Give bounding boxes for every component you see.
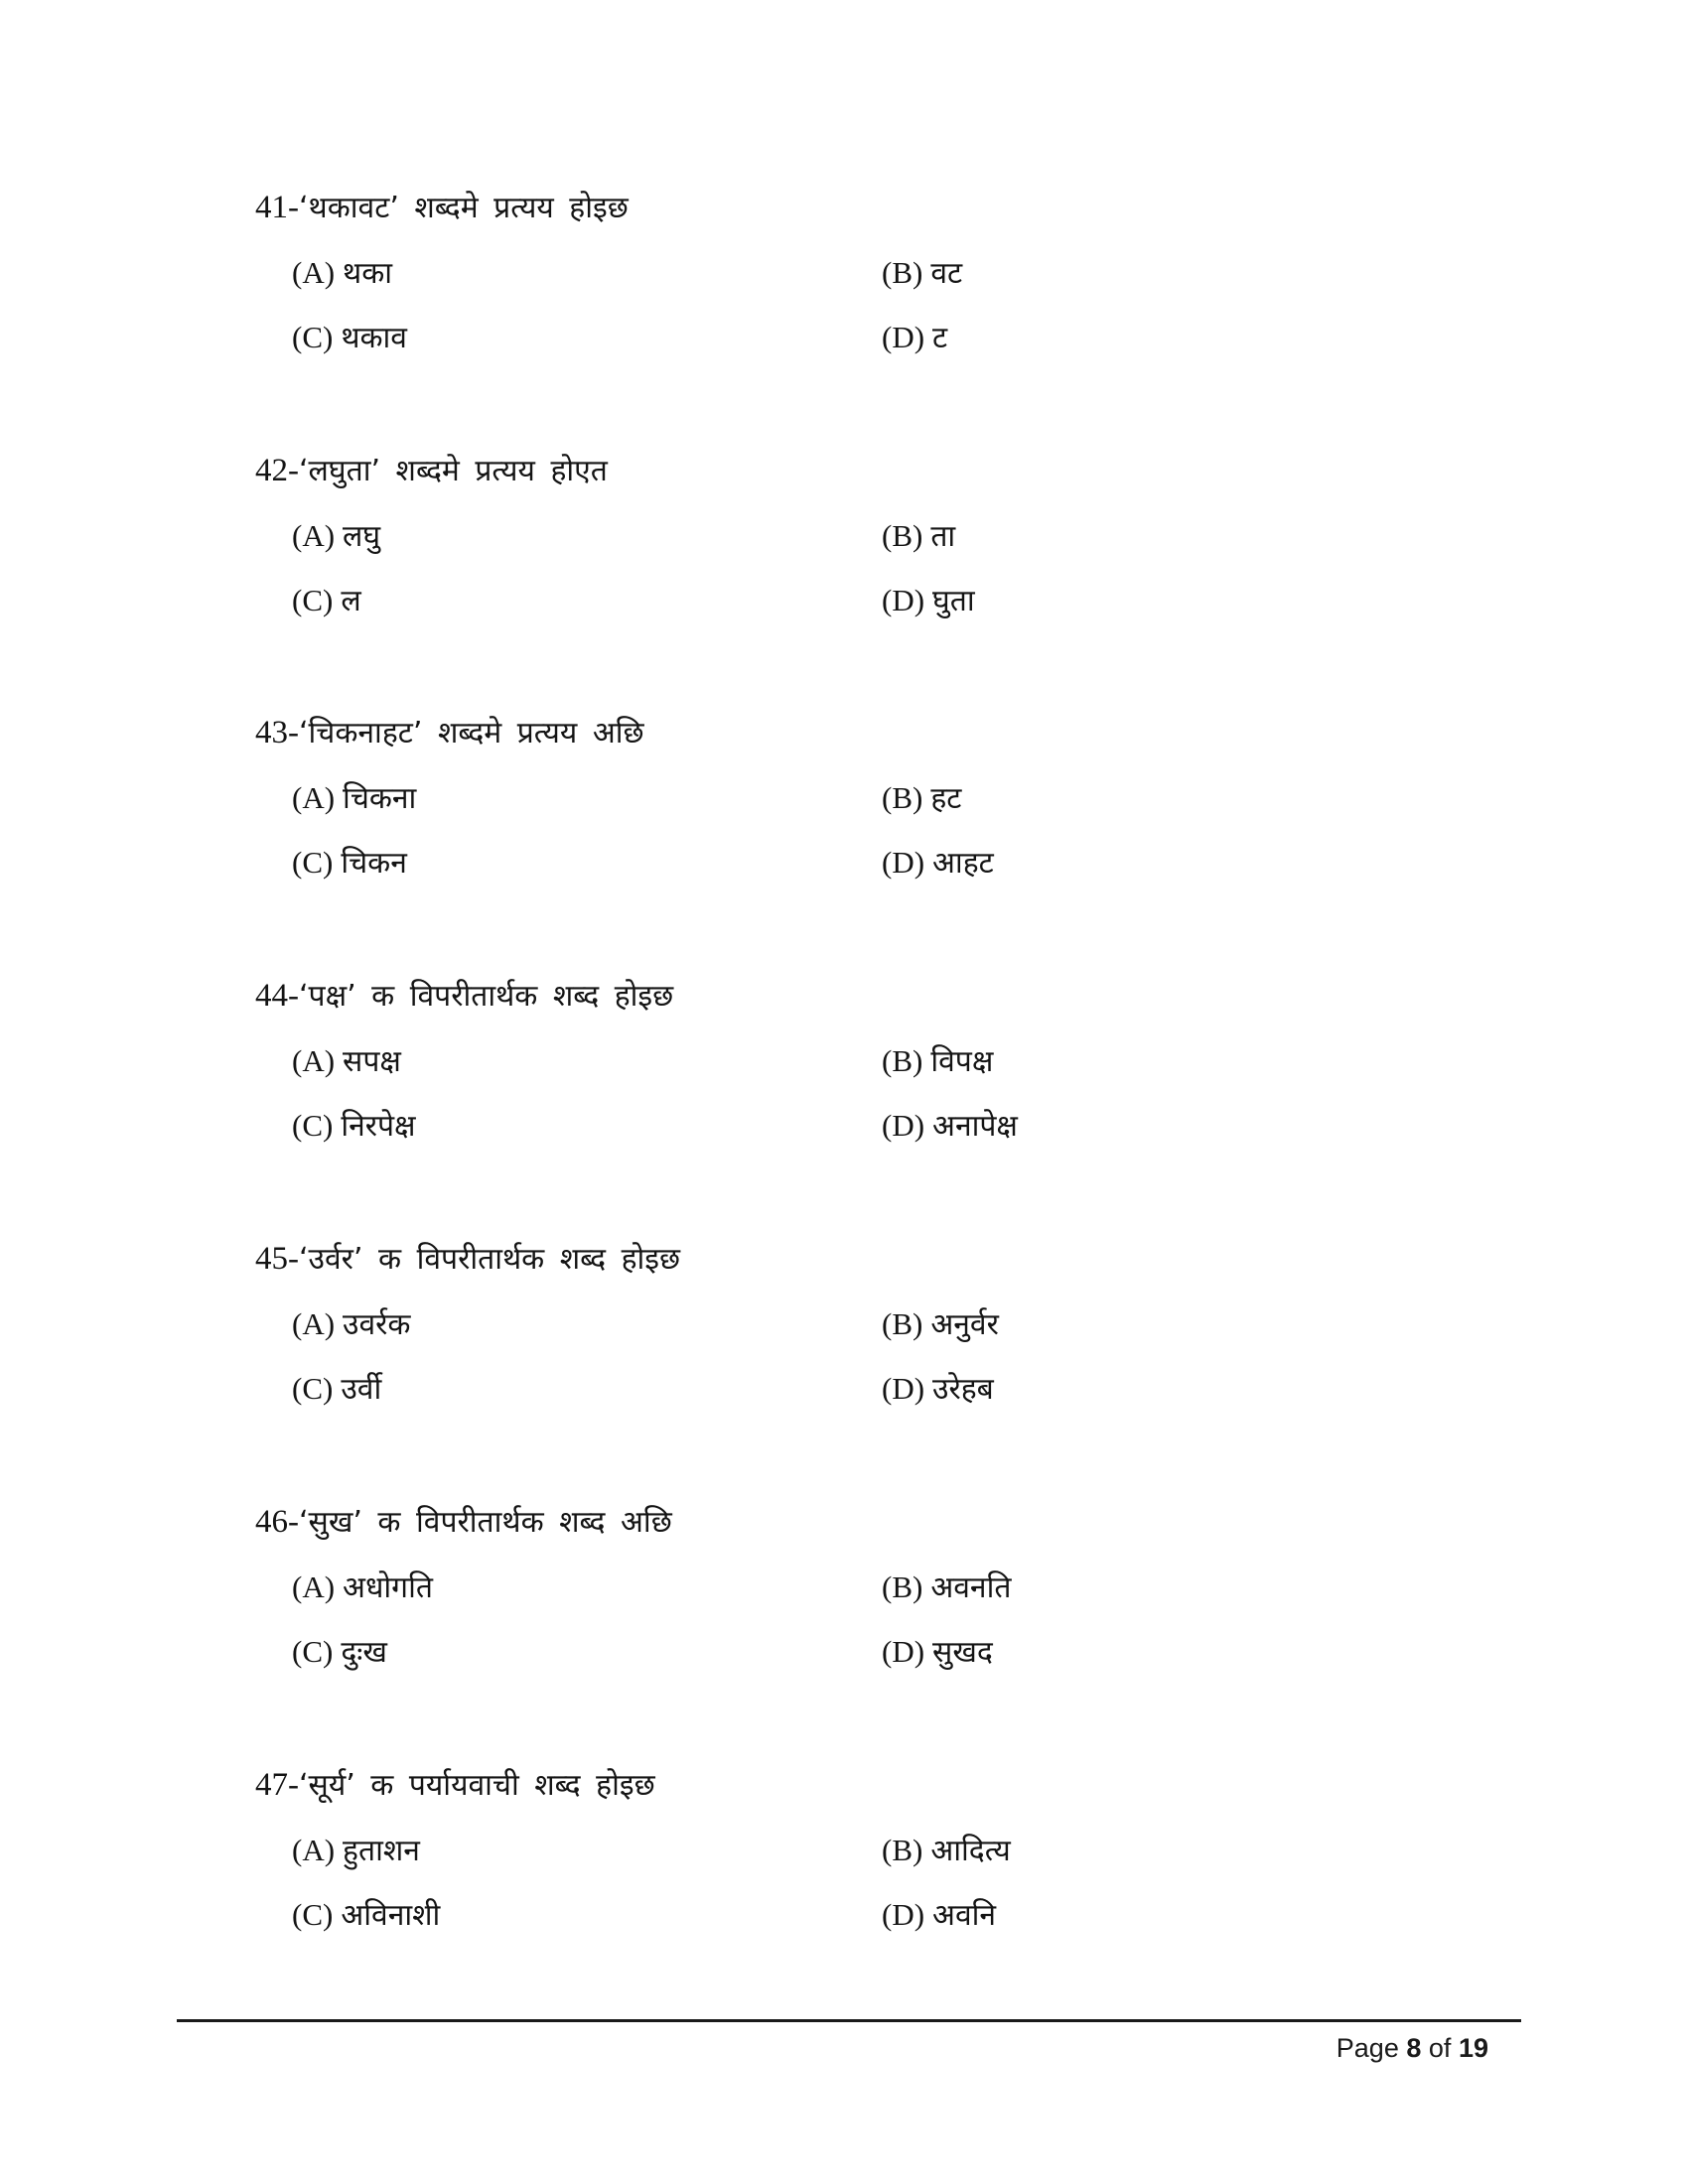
- option-text: लघु: [343, 519, 381, 554]
- option-letter: (B): [882, 780, 923, 815]
- option-c: [292, 579, 361, 623]
- question-number: 44-: [255, 978, 299, 1014]
- question-42: [255, 449, 1546, 647]
- option-text: सुखद: [932, 1635, 993, 1670]
- option-letter: (B): [882, 1570, 923, 1604]
- option-b: [882, 1302, 999, 1347]
- option-d: [882, 1367, 994, 1412]
- option-letter: (B): [882, 255, 923, 290]
- question-stem: [255, 1500, 672, 1545]
- option-letter: (B): [882, 1306, 923, 1341]
- question-stem: [255, 711, 644, 755]
- option-letter: (D): [882, 1897, 925, 1932]
- option-text: अवनति: [930, 1570, 1012, 1605]
- question-44: [255, 974, 1546, 1172]
- option-text: अधोगति: [343, 1570, 433, 1605]
- option-letter: (D): [882, 320, 925, 354]
- option-letter: (A): [292, 1043, 336, 1078]
- option-text: अविनाशी: [341, 1898, 441, 1933]
- option-text: ता: [930, 519, 956, 554]
- question-stem: [255, 449, 608, 493]
- current-page: 8: [1406, 2033, 1422, 2063]
- option-letter: (B): [882, 518, 923, 553]
- option-d: [882, 316, 947, 360]
- question-text: ‘लघुता’ शब्दमे प्रत्यय होएत: [299, 454, 608, 488]
- option-text: निरपेक्ष: [341, 1109, 416, 1144]
- question-number: 47-: [255, 1767, 299, 1803]
- option-text: आहट: [932, 846, 994, 881]
- option-d: [882, 579, 975, 623]
- of-label: of: [1428, 2033, 1452, 2063]
- question-stem: [255, 186, 629, 230]
- option-letter: (D): [882, 1108, 925, 1143]
- option-a: [292, 1302, 410, 1347]
- question-41: [255, 186, 1546, 384]
- option-letter: (A): [292, 1833, 336, 1867]
- option-text: हुताशन: [343, 1834, 420, 1868]
- option-letter: (C): [292, 583, 334, 617]
- option-letter: (A): [292, 780, 336, 815]
- option-letter: (D): [882, 845, 925, 880]
- question-43: [255, 711, 1546, 909]
- option-letter: (A): [292, 1570, 336, 1604]
- option-text: चिकन: [341, 846, 407, 881]
- question-number: 42-: [255, 453, 299, 488]
- option-letter: (D): [882, 583, 925, 617]
- question-number: 43-: [255, 715, 299, 751]
- question-text: ‘थकावट’ शब्दमे प्रत्यय होइछ: [299, 191, 629, 225]
- question-text: ‘सुख’ क विपरीतार्थक शब्द अछि: [299, 1505, 672, 1540]
- option-b: [882, 514, 955, 559]
- option-text: दुःख: [341, 1635, 387, 1670]
- option-text: अनापेक्ष: [932, 1109, 1018, 1144]
- option-letter: (C): [292, 1371, 334, 1406]
- option-text: आदित्य: [930, 1834, 1011, 1868]
- question-number: 45-: [255, 1241, 299, 1277]
- option-letter: (C): [292, 1634, 334, 1669]
- option-text: थकाव: [341, 321, 407, 355]
- question-46: [255, 1500, 1546, 1699]
- question-stem: [255, 1237, 680, 1282]
- option-c: [292, 1104, 416, 1149]
- option-text: उर्वी: [341, 1372, 382, 1407]
- option-c: [292, 841, 407, 886]
- option-text: उवर्रक: [343, 1307, 411, 1342]
- question-stem: [255, 1763, 655, 1808]
- option-d: [882, 1104, 1018, 1149]
- option-a: [292, 776, 416, 821]
- option-d: [882, 1893, 996, 1938]
- option-b: [882, 1829, 1011, 1873]
- option-text: घुता: [932, 584, 975, 618]
- option-a: [292, 1566, 433, 1610]
- option-a: [292, 1829, 420, 1873]
- question-text: ‘सूर्य’ क पर्यायवाची शब्द होइछ: [299, 1768, 655, 1803]
- total-pages: 19: [1458, 2033, 1488, 2063]
- footer-divider: [177, 2019, 1521, 2022]
- option-a: [292, 514, 380, 559]
- option-a: [292, 1039, 401, 1084]
- question-text: ‘उर्वर’ क विपरीतार्थक शब्द होइछ: [299, 1242, 681, 1277]
- option-a: [292, 251, 392, 296]
- option-text: विपक्ष: [930, 1044, 994, 1079]
- option-text: अवनि: [932, 1898, 997, 1933]
- option-b: [882, 1566, 1011, 1610]
- option-text: थका: [343, 256, 393, 291]
- option-letter: (B): [882, 1043, 923, 1078]
- option-d: [882, 1630, 993, 1675]
- question-47: [255, 1763, 1546, 1962]
- question-text: ‘चिकनाहट’ शब्दमे प्रत्यय अछि: [299, 716, 644, 751]
- option-b: [882, 251, 962, 296]
- option-letter: (C): [292, 1108, 334, 1143]
- option-letter: (C): [292, 845, 334, 880]
- option-letter: (A): [292, 255, 336, 290]
- option-letter: (C): [292, 320, 334, 354]
- option-letter: (D): [882, 1634, 925, 1669]
- option-b: [882, 776, 961, 821]
- page-label: Page: [1336, 2033, 1399, 2063]
- option-text: हट: [930, 781, 962, 816]
- option-text: उरेहब: [932, 1372, 994, 1407]
- option-text: चिकना: [343, 781, 417, 816]
- question-text: ‘पक्ष’ क विपरीतार्थक शब्द होइछ: [299, 979, 674, 1014]
- option-letter: (A): [292, 1306, 336, 1341]
- option-d: [882, 841, 994, 886]
- option-c: [292, 316, 407, 360]
- option-text: ल: [341, 584, 361, 618]
- option-text: सपक्ष: [343, 1044, 401, 1079]
- option-text: ट: [932, 321, 948, 355]
- option-text: अनुर्वर: [930, 1307, 999, 1342]
- option-c: [292, 1630, 387, 1675]
- option-c: [292, 1893, 440, 1938]
- question-45: [255, 1237, 1546, 1435]
- option-c: [292, 1367, 381, 1412]
- option-letter: (D): [882, 1371, 925, 1406]
- option-letter: (A): [292, 518, 336, 553]
- option-letter: (C): [292, 1897, 334, 1932]
- option-text: वट: [930, 256, 963, 291]
- option-letter: (B): [882, 1833, 923, 1867]
- page-number: [1336, 2028, 1488, 2068]
- question-stem: [255, 974, 673, 1019]
- option-b: [882, 1039, 993, 1084]
- question-number: 46-: [255, 1504, 299, 1540]
- question-number: 41-: [255, 190, 299, 225]
